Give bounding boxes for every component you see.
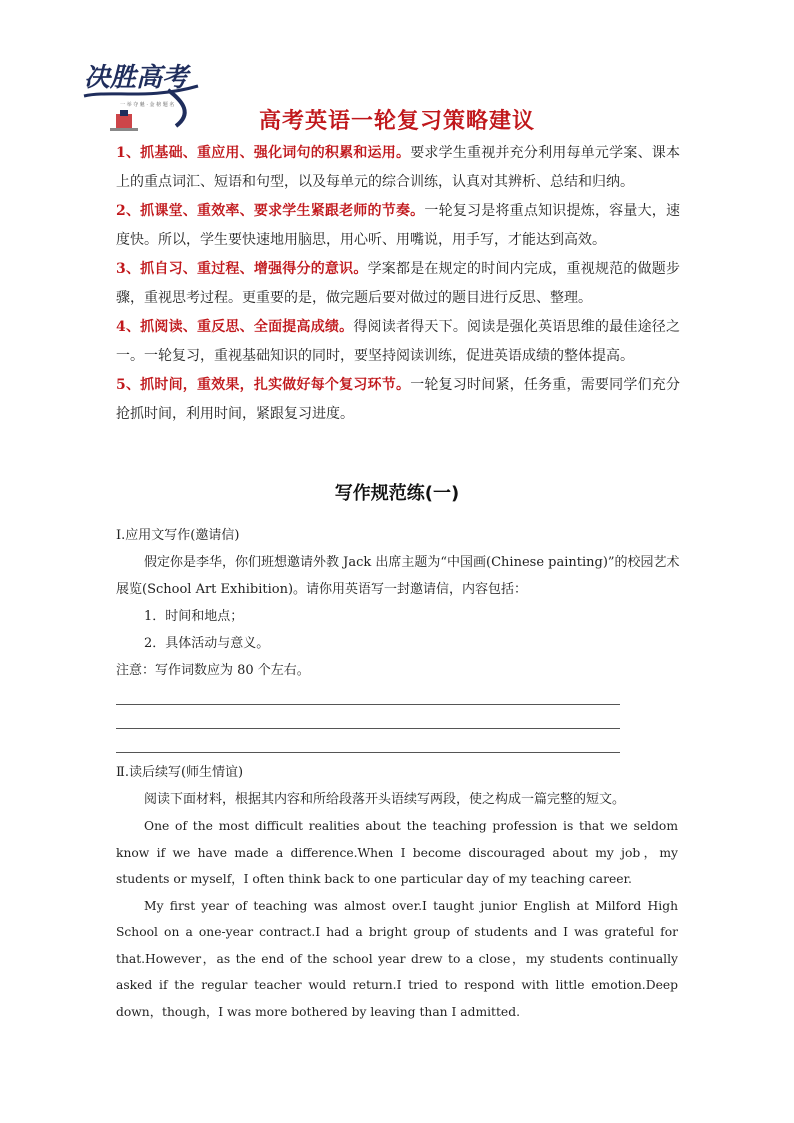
tip-lead: 3、抓自习、重过程、增强得分的意识。 — [116, 261, 368, 277]
tip-lead: 5、抓时间，重效果，扎实做好每个复习环节。 — [116, 377, 411, 393]
tip-body: 一轮复习时间紧，任务重，需要同学们充分抢抓时间，利用时间，紧跟复习进度。 — [116, 377, 680, 422]
tip-lead: 4、抓阅读、重反思、全面提高成绩。 — [116, 319, 354, 335]
answer-line — [116, 752, 620, 753]
answer-line — [116, 728, 620, 729]
section-title: 写作规范练(一) — [334, 483, 460, 504]
answer-line — [116, 704, 620, 705]
reading-passage — [116, 813, 678, 1025]
passage-paragraph: My first year of teaching was almost over.I taught junior English at Milford High School on a one-year contract.I had a bright group of students and I was grateful for that.However，as the end of the school year drew to a close，my students continually asked if the regular teacher would return.I tried to respond with little emotion.Deep down，though，I was more bothered by leaving than I admitted. — [116, 898, 678, 1019]
part2-continuation-writing — [116, 759, 680, 813]
page-title: 高考英语一轮复习策略建议 — [258, 109, 535, 134]
part1-heading: Ⅰ.应用文写作(邀请信) — [116, 528, 240, 543]
tip-item — [116, 313, 680, 371]
part1-prompt: 假定你是李华，你们班想邀请外教 Jack 出席主题为“中国画(Chinese painting)”的校园艺术展览(School Art Exhibition)。请你用英语写一封邀请信，内容包括： — [116, 555, 680, 597]
tip-lead: 1、抓基础、重应用、强化词句的积累和运用。 — [116, 145, 411, 161]
part2-prompt: 阅读下面材料，根据其内容和所给段落开头语续写两段，使之构成一篇完整的短文。 — [144, 792, 626, 807]
part2-heading: Ⅱ.读后续写(师生情谊) — [116, 765, 244, 780]
tip-item — [116, 139, 680, 197]
tip-lead: 2、抓课堂、重效率、要求学生紧跟老师的节奏。 — [116, 203, 425, 219]
passage-paragraph: One of the most difficult realities about the teaching profession is that we seldom know if we have made a difference.When I become discouraged about my job，my students or myself，I often think back to one particular day of my teaching career. — [116, 819, 678, 886]
part1-application-writing — [116, 522, 680, 684]
tip-body: 一轮复习是将重点知识提炼，容量大，速度快。所以，学生要快速地用脑思，用心听、用嘴说，用手写，才能达到高效。 — [116, 203, 681, 248]
part1-item: 2．具体活动与意义。 — [144, 636, 270, 651]
tip-item — [116, 371, 680, 429]
tip-body: 要求学生重视并充分利用每单元学案、课本上的重点词汇、短语和句型，以及每单元的综合训练，认真对其辨析、总结和归纳。 — [116, 145, 680, 190]
logo-subtitle: 一 举 夺 魁 · 金 榜 题 名 — [120, 102, 175, 108]
part1-item: 1．时间和地点； — [144, 609, 244, 624]
logo-text: 决胜高考 — [84, 63, 189, 93]
tip-item — [116, 197, 680, 255]
review-tips — [116, 139, 680, 429]
tip-item — [116, 255, 680, 313]
part1-note: 注意：写作词数应为 80 个左右。 — [116, 663, 310, 678]
tip-body: 学案都是在规定的时间内完成，重视规范的做题步骤，重视思考过程。更重要的是，做完题后要对做过的题目进行反思、整理。 — [116, 261, 681, 306]
tip-body: 得阅读者得天下。阅读是强化英语思维的最佳途径之一。一轮复习，重视基础知识的同时，要坚持阅读训练，促进英语成绩的整体提高。 — [116, 319, 680, 364]
